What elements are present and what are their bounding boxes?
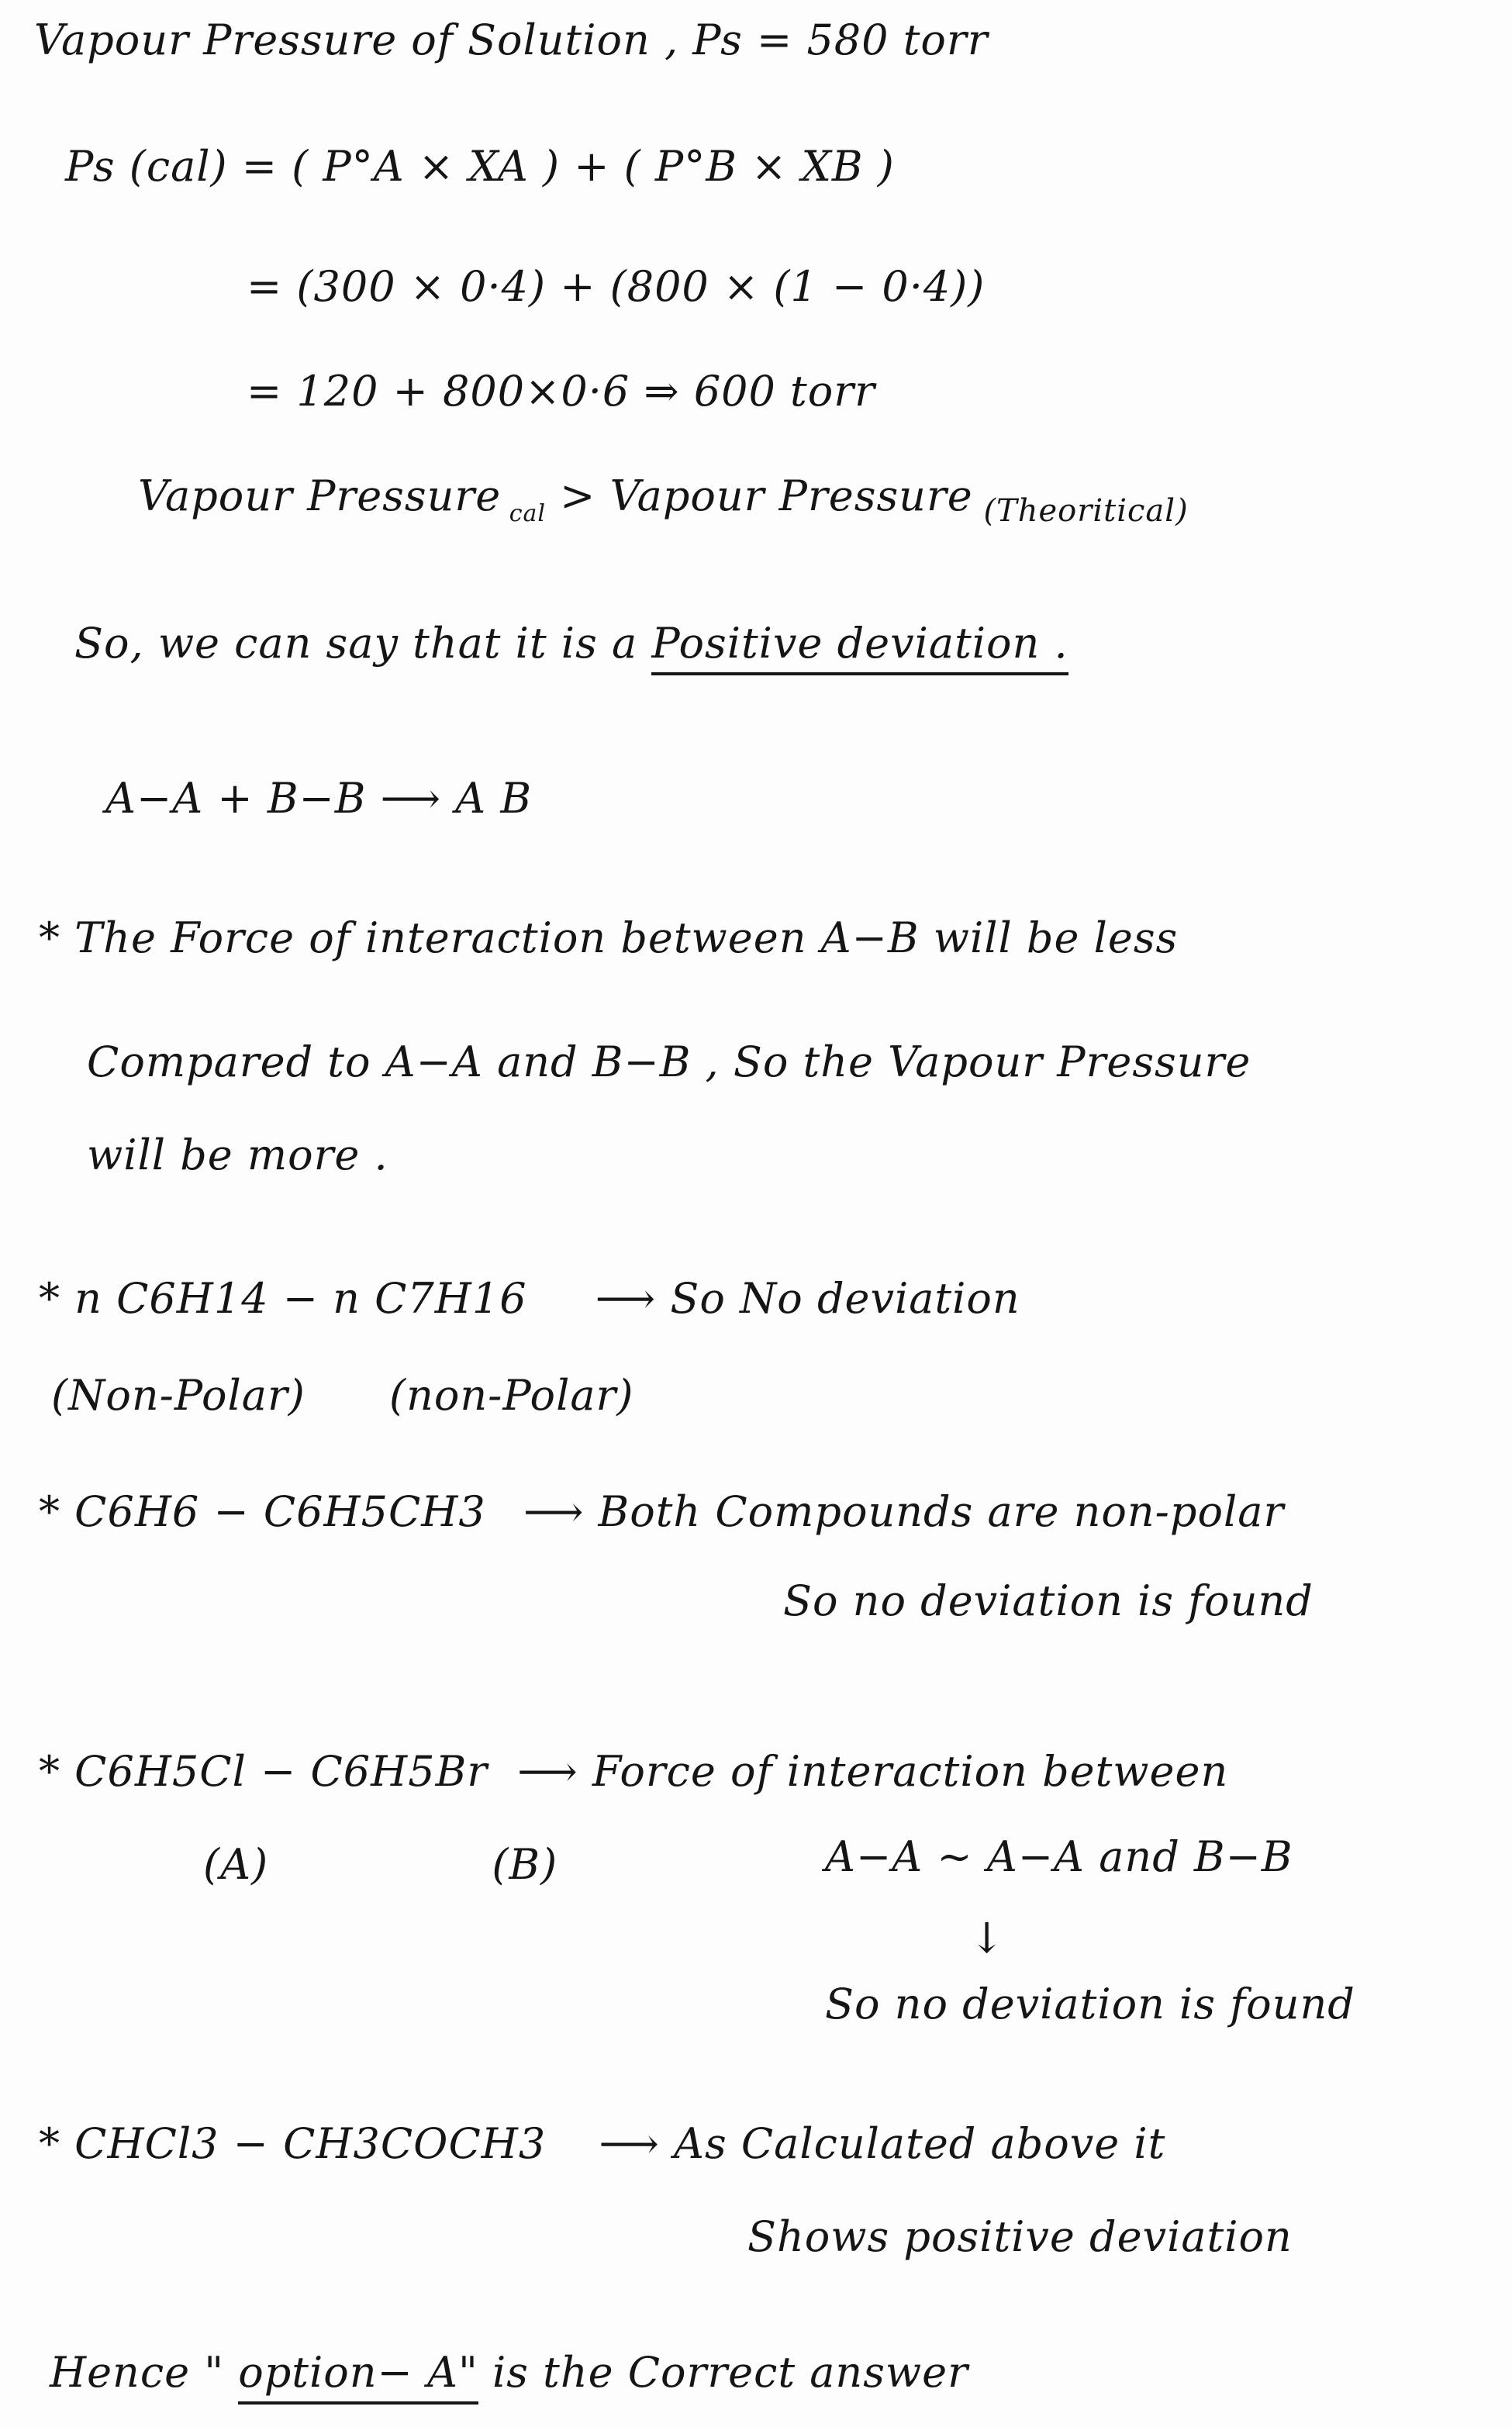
substitution-text: = (300 × 0·4) + (800 × (1 − 0·4)) [247,262,986,311]
case4-line-2 [747,2214,1293,2260]
case3-line-3 [825,1981,1355,2027]
case2-line-1 [39,1489,1284,1535]
force-line-2 [87,1039,1251,1085]
case2-line-2 [783,1578,1314,1624]
vp-solution-text: Vapour Pressure of Solution , Ps = 580 torr [34,16,989,64]
case1-label-b: (non-Polar) [389,1371,634,1420]
case3-label-b: (B) [492,1840,558,1889]
conclusion-line [74,620,1068,666]
case3-result-2: A−A ∼ A−A and B−B [825,1832,1293,1881]
comparison-right: Vapour Pressure [609,471,973,520]
final-suffix: is the Correct answer [492,2348,968,2397]
comparison-line [138,473,1189,528]
final-answer-line [50,2349,968,2395]
comparison-left: Vapour Pressure [138,471,502,520]
conclusion-prefix: So, we can say that it is a [74,619,638,668]
case3-arrow [969,1915,1005,1961]
comparison-operator: > [560,471,610,520]
case3-line-1 [39,1749,1228,1794]
case3-labels [203,1842,558,1887]
ps-cal-text: Ps (cal) = ( P°A × XA ) + ( P°B × XB ) [65,142,895,191]
case1-result: ⟶ So No deviation [595,1274,1020,1323]
down-arrow-icon: ↓ [969,1914,1006,1963]
final-prefix: Hence " [50,2348,225,2397]
case4-line-1 [39,2121,1165,2166]
case2-result-1: ⟶ Both Compounds are non-polar [523,1487,1285,1536]
case2-pair: * C6H6 − C6H5CH3 [39,1487,486,1536]
vp-solution-line [34,17,989,63]
positive-deviation-underlined: Positive deviation . [651,619,1068,675]
case3-result-3: So no deviation is found [825,1980,1355,2028]
substitution-line [247,264,985,309]
ps-cal-formula [65,143,895,189]
force-line-3 [87,1132,388,1178]
force-line-2-text: Compared to A−A and B−B , So the Vapour Pressure [87,1037,1251,1086]
force-line-1 [39,915,1178,961]
case3-pair: * C6H5Cl − C6H5Br [39,1747,488,1796]
result-text: = 120 + 800×0·6 ⇒ 600 torr [247,367,875,416]
case3-result-1: ⟶ Force of interaction between [517,1747,1229,1796]
result-line [247,368,875,414]
case2-result-2: So no deviation is found [783,1576,1314,1625]
force-line-3-text: will be more . [87,1131,388,1179]
case4-result-1: ⟶ As Calculated above it [599,2119,1166,2168]
case1-line-1 [39,1276,1020,1321]
case1-line-2 [51,1372,633,1418]
option-a-underlined: option− A" [238,2348,478,2405]
case3-label-a: (A) [203,1840,269,1889]
reaction-line [105,775,532,821]
case4-result-2: Shows positive deviation [747,2212,1293,2261]
case4-pair: * CHCl3 − CH3COCH3 [39,2119,547,2168]
case1-pair: * n C6H14 − n C7H16 [39,1274,527,1323]
comparison-left-sub: cal [501,500,546,527]
case1-label-a: (Non-Polar) [51,1371,306,1420]
case3-line-2 [825,1834,1293,1880]
reaction-text: A−A + B−B ⟶ A B [105,774,533,823]
force-line-1-text: * The Force of interaction between A−B will be less [39,913,1179,962]
comparison-right-sub: (Theoritical) [972,493,1189,529]
